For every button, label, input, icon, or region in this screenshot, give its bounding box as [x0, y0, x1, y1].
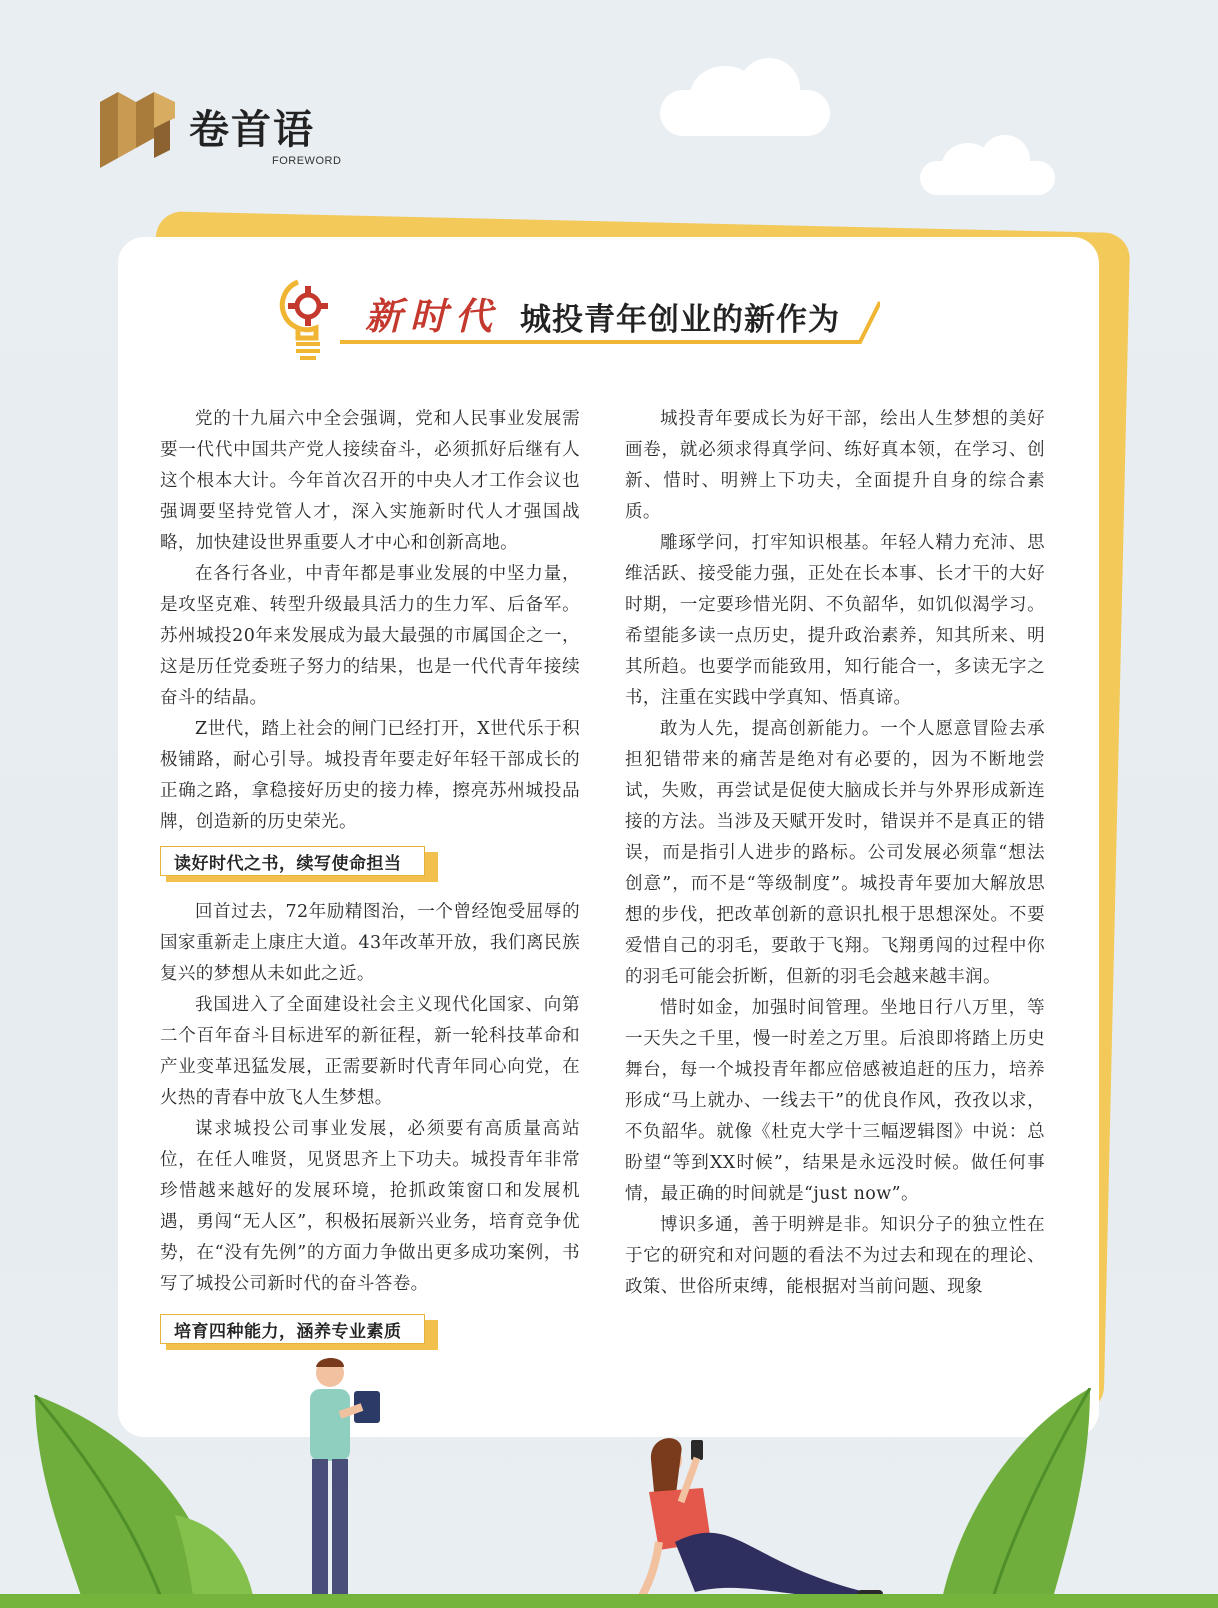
- section-heading-label: 读好时代之书，续写使命担当: [174, 854, 402, 874]
- paragraph: 谋求城投公司事业发展，必须要有高质量高站位，在任人唯贤，见贤思齐上下功夫。城投青年非常珍惜越来越好的发展环境，抢抓政策窗口和发展机遇，勇闯“无人区”，积极拓展新兴业务，培育竞争优势，在“没有先例”的方面力争做出更多成功案例，书写了城投公司新时代的奋斗答卷。: [160, 1119, 580, 1294]
- article-title-accent: 新时代: [365, 294, 500, 338]
- paragraph: Z世代，踏上社会的闸门已经打开，X世代乐于积极铺路，耐心引导。城投青年要走好年轻干部成长的正确之路，拿稳接好历史的接力棒，擦亮苏州城投品牌，创造新的历史荣光。: [160, 719, 580, 832]
- paragraph: 党的十九届六中全会强调，党和人民事业发展需要一代代中国共产党人接续奋斗，必须抓好后继有人这个根本大计。今年首次召开的中央人才工作会议也强调要坚持党管人才，深入实施新时代人才强国战略，加快建设世界重要人才中心和创新高地。: [160, 409, 580, 553]
- foreword-logo-icon: [100, 88, 175, 168]
- section-heading: [160, 1314, 580, 1350]
- lightbulb-gear-icon: [276, 278, 338, 362]
- man-with-tablet-illustration: [300, 1355, 390, 1608]
- paragraph: 回首过去，72年励精图治，一个曾经饱受屈辱的国家重新走上康庄大道。43年改革开放，我们离民族复兴的梦想从未如此之近。: [160, 902, 580, 984]
- section-subtitle: FOREWORD: [272, 155, 342, 167]
- section-title: 卷首语: [189, 107, 315, 153]
- woman-with-phone-illustration: [615, 1432, 895, 1608]
- section-heading-label: 培育四种能力，涵养专业素质: [174, 1322, 402, 1342]
- section-heading: [160, 846, 580, 882]
- right-column: [625, 404, 1045, 1303]
- paragraph: 博识多通，善于明辨是非。知识分子的独立性在于它的研究和对问题的看法不为过去和现在的理论、政策、世俗所束缚，能根据对当前问题、现象: [625, 1215, 1045, 1297]
- paragraph: 敢为人先，提高创新能力。一个人愿意冒险去承担犯错带来的痛苦是绝对有必要的，因为不断地尝试，失败，再尝试是促使大脑成长并与外界形成新连接的方法。当涉及天赋开发时，错误并不是真正的错误，而是指引人进步的路标。公司发展必须靠“想法创意”，而不是“等级制度”。城投青年要加大解放思想的步伐，把改革创新的意识扎根于思想深处。不要爱惜自己的羽毛，要敢于飞翔。飞翔勇闯的过程中你的羽毛可能会折断，但新的羽毛会越来越丰润。: [625, 719, 1045, 987]
- cloud-decoration: [660, 58, 830, 138]
- paragraph: 惜时如金，加强时间管理。坐地日行八万里，等一天失之千里，慢一时差之万里。后浪即将踏上历史舞台，每一个城投青年都应倍感被追赶的压力，培养形成“马上就办、一线去干”的优良作风，孜孜以求，不负韶华。就像《杜克大学十三幅逻辑图》中说：总盼望“等到XX时候”，结果是永远没时候。做任何事情，最正确的时间就是“just now”。: [625, 998, 1045, 1204]
- paragraph: 在各行各业，中青年都是事业发展的中坚力量，是攻坚克难、转型升级最具活力的生力军、后备军。苏州城投20年来发展成为最大最强的市属国企之一，这是历任党委班子努力的结果，也是一代代青年接续奋斗的结晶。: [160, 564, 580, 708]
- left-column: [160, 404, 580, 1365]
- article-title: 城投青年创业的新作为: [520, 302, 840, 338]
- leaf-left-decoration: [25, 1395, 255, 1608]
- paragraph: 雕琢学问，打牢知识根基。年轻人精力充沛、思维活跃、接受能力强，正处在长本事、长才干的大好时期，一定要珍惜光阴、不负韶华，如饥似渴学习。希望能多读一点历史，提升政治素养，知其所来、明其所趋。也要学而能致用，知行能合一，多读无字之书，注重在实践中学真知、悟真谛。: [625, 533, 1045, 708]
- cloud-decoration: [920, 135, 1055, 195]
- paragraph: 我国进入了全面建设社会主义现代化国家、向第二个百年奋斗目标进军的新征程，新一轮科技革命和产业变革迅猛发展，正需要新时代青年同心向党，在火热的青春中放飞人生梦想。: [160, 995, 580, 1108]
- paragraph: 城投青年要成长为好干部，绘出人生梦想的美好画卷，就必须求得真学问、练好真本领，在学习、创新、惜时、明辨上下功夫，全面提升自身的综合素质。: [625, 409, 1045, 522]
- leaf-right-decoration: [930, 1388, 1100, 1608]
- ground-strip: [0, 1594, 1218, 1608]
